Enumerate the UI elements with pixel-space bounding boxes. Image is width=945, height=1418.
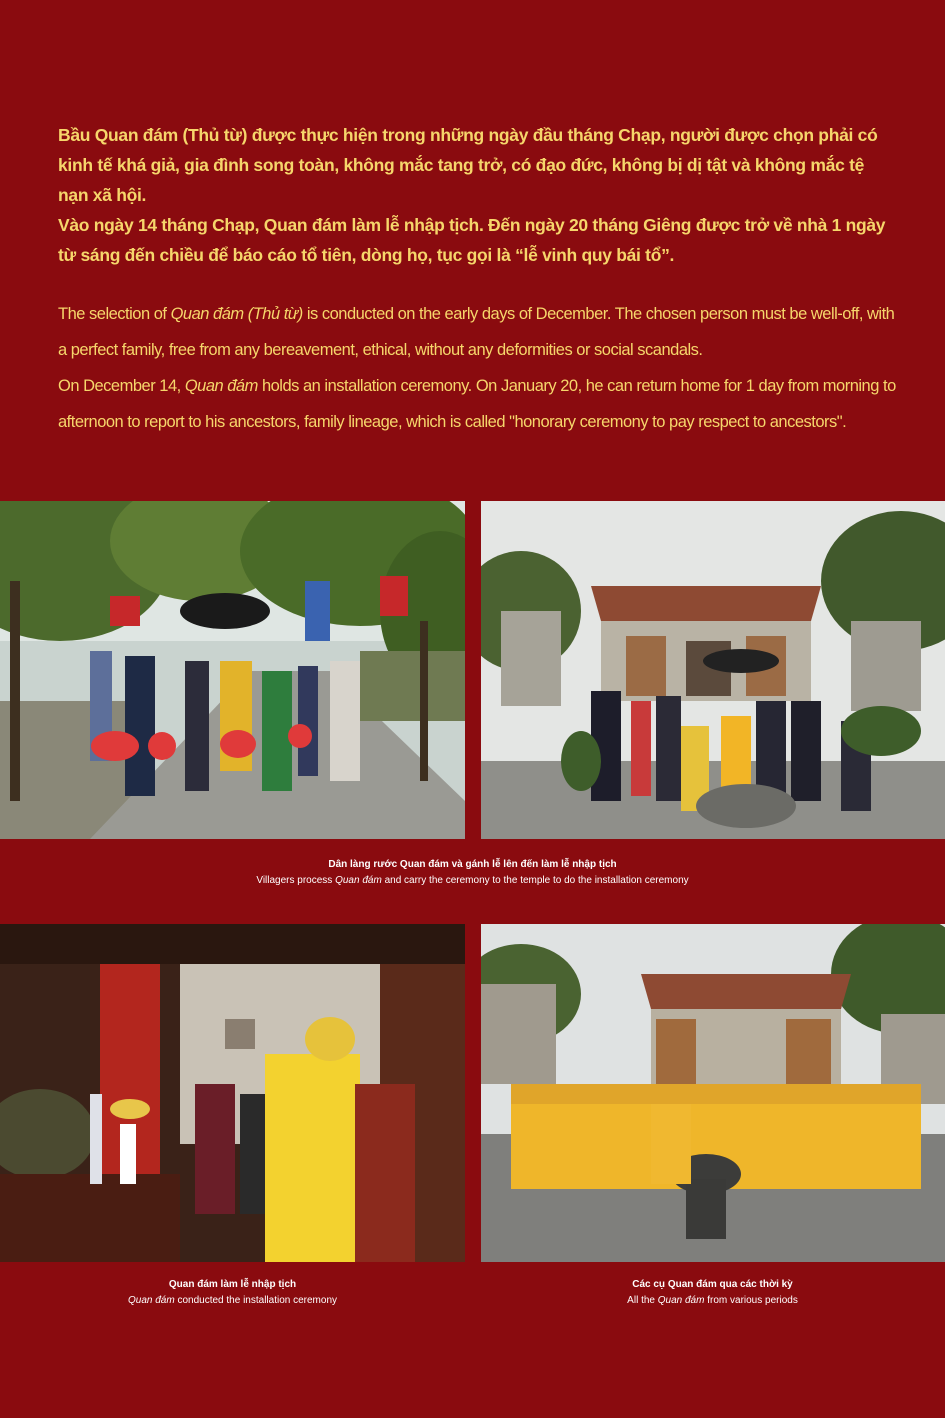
caption-bottom-left-subtitle: [20, 1293, 445, 1309]
english-paragraph: [58, 296, 898, 440]
english-p2-term: Quan đám: [184, 377, 258, 395]
caption-top-sub-term: Quan đám: [335, 875, 382, 886]
caption-bottom-right-title: Các cụ Quan đám qua các thời kỳ: [632, 1279, 793, 1290]
english-p2-a: On December 14,: [58, 377, 185, 395]
caption-bottom-right-sub-a: All the: [627, 1295, 658, 1306]
caption-top-subtitle: [180, 873, 765, 889]
english-p2-b: holds an installation ceremony. On January 20, he can return home for 1 day from morning to afternoon to report to his ancestors, family lineage, which is called "honorary ceremony to pay respect to ancestors".: [58, 377, 896, 431]
english-p1-a: The selection of: [58, 305, 171, 323]
caption-top: [180, 857, 765, 889]
photo-procession: [0, 501, 465, 839]
english-p1-b: is conducted on the early days of December. The chosen person must be well-off, with a perfect family, free from any bereavement, ethical, without any deformities or social scandals.: [58, 305, 895, 359]
caption-bottom-left: [20, 1277, 445, 1309]
vietnamese-paragraph-2: Vào ngày 14 tháng Chạp, Quan đám làm lễ nhập tịch. Đến ngày 20 tháng Giêng được trở về nhà 1 ngày từ sáng đến chiều để báo cáo tổ tiên, dòng họ, tục gọi là “lễ vinh quy bái tổ”.: [58, 215, 886, 265]
photo-all-quan-dam: [481, 924, 945, 1262]
caption-bottom-right-subtitle: [500, 1293, 925, 1309]
caption-bottom-left-title: Quan đám làm lễ nhập tịch: [168, 1279, 297, 1290]
caption-top-sub-a: Villagers process: [256, 875, 336, 886]
intro-text-block: [58, 120, 898, 440]
english-p1-term: Quan đám (Thủ từ): [170, 305, 303, 323]
vietnamese-paragraph-1: Bầu Quan đám (Thủ từ) được thực hiện trong những ngày đầu tháng Chạp, người được chọn phải có kinh tế khá giả, gia đình song toàn, không mắc tang trở, có đạo đức, không bị dị tật và không mắc tệ nạn xã hội.: [58, 125, 878, 205]
photo-installation-ceremony: [0, 924, 465, 1262]
caption-top-sub-b: and carry the ceremony to the temple to do the installation ceremony: [381, 875, 689, 886]
caption-bottom-right-sub-b: from various periods: [704, 1295, 798, 1306]
caption-bottom-right: [500, 1277, 925, 1309]
caption-bottom-right-term: Quan đám: [657, 1295, 705, 1306]
caption-bottom-left-term: Quan đám: [127, 1295, 175, 1306]
caption-bottom-left-sub-b: conducted the installation ceremony: [174, 1295, 338, 1306]
caption-top-title: Dân làng rước Quan đám và gánh lễ lên đến làm lễ nhập tịch: [328, 859, 617, 870]
photo-temple-group: [481, 501, 945, 839]
